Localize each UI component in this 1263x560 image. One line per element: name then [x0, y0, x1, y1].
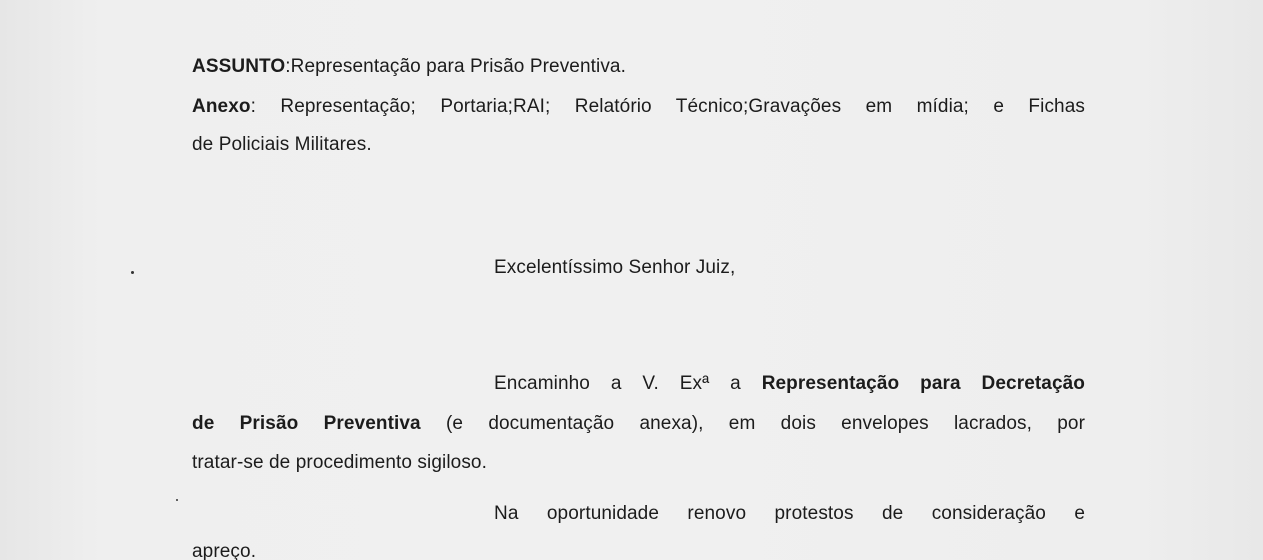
paper-speck: [176, 499, 178, 501]
p1-line2-bold: de Prisão Preventiva: [192, 413, 421, 434]
assunto-text: :Representação para Prisão Preventiva.: [285, 56, 626, 77]
anexo-line: [192, 95, 1085, 119]
anexo-line-continuation: de Policiais Militares.: [192, 134, 372, 155]
assunto-label: ASSUNTO: [192, 56, 286, 77]
p1-line1-plain: Encaminho a V. Exª a: [494, 373, 762, 394]
paragraph-1-line-2: [192, 412, 1085, 436]
assunto-line: [192, 55, 626, 79]
p1-line2-plain: (e documentação anexa), em dois envelopes lacrados, por: [420, 413, 1085, 434]
anexo-text: : Representação; Portaria;RAI; Relatório Técnico;Gravações em mídia; e Fichas: [250, 96, 1085, 117]
salutation: Excelentíssimo Senhor Juiz,: [494, 257, 736, 278]
paragraph-1-line-3: tratar-se de procedimento sigiloso.: [192, 452, 487, 473]
anexo-label: Anexo: [192, 96, 251, 117]
p1-line1-bold: Representação para Decretação: [761, 373, 1085, 394]
paper-speck: [131, 271, 134, 274]
paragraph-1-line-1: [494, 372, 1085, 396]
paragraph-2-line-2: apreço.: [192, 541, 257, 560]
paragraph-2-line-1: Na oportunidade renovo protestos de consideração e: [494, 503, 1085, 524]
